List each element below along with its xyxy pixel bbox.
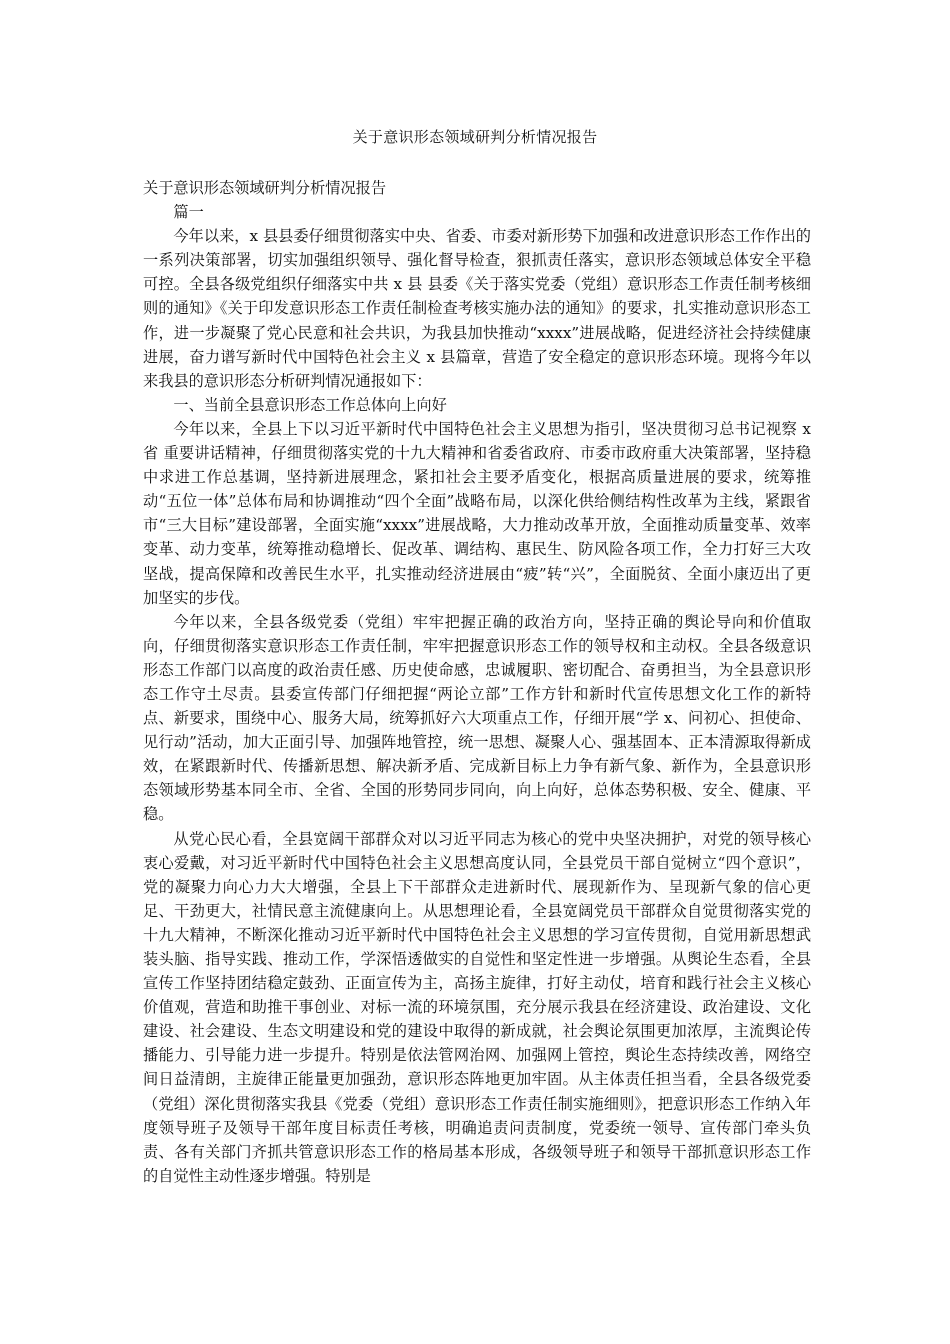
paragraph-overview: 今年以来，全县上下以习近平新时代中国特色社会主义思想为指引，坚决贯彻习总书记视察 x 省 重要讲话精神，仔细贯彻落实党的十九大精神和省委省政府、市委市政府重大决策部署，坚持稳中求进工作总基调，坚持新进展理念，紧扣社会主要矛盾变化，根据高质量进展的要求，统筹推动“五位一体”总体布局和协调推动“四个全面”战略布局，以深化供给侧结构性改革为主线，紧跟省市“三大目标”建设部署，全面实施“xxxx”进展战略，大力推动改革开放，全面推动质量变革、效率变革、动力变革，统筹推动稳增长、促改革、调结构、惠民生、防风险各项工作，全力打好三大攻坚战，提高保障和改善民生水平，扎实推动经济进展由“疲”转“兴”，全面脱贫、全面小康迈出了更加坚实的步伐。 <box>143 419 811 607</box>
document-body <box>143 176 811 1188</box>
document-title: 关于意识形态领域研判分析情况报告 <box>352 128 598 146</box>
section-heading: 一、当前全县意识形态工作总体向上向好 <box>173 395 447 414</box>
paragraph-party-committees: 今年以来，全县各级党委（党组）牢牢把握正确的政治方向，坚持正确的舆论导向和价值取向，仔细贯彻落实意识形态工作责任制，牢牢把握意识形态工作的领导权和主动权。全县各级意识形态工作部门以高度的政治责任感、历史使命感，忠诚履职、密切配合、奋勇担当，为全县意识形态工作守土尽责。县委宣传部门仔细把握“两论立部”工作方针和新时代宣传思想文化工作的新特点、新要求，围绕中心、服务大局，统筹抓好六大项重点工作，仔细开展“学 x、问初心、担使命、见行动”活动，加大正面引导、加强阵地管控，统一思想、凝聚人心、强基固本、正本清源取得新成效，在紧跟新时代、传播新思想、解决新矛盾、完成新目标上力争有新气象、新作为，全县意识形态领域形势基本同全市、全省、全国的形势同步同向，向上向好，总体态势积极、安全、健康、平稳。 <box>143 612 811 824</box>
document-subtitle: 关于意识形态领域研判分析情况报告 <box>143 179 386 197</box>
part-label: 篇一 <box>173 203 204 222</box>
paragraph-intro: 今年以来，x 县县委仔细贯彻落实中央、省委、市委对新形势下加强和改进意识形态工作作出的一系列决策部署，切实加强组织领导、强化督导检查，狠抓责任落实，意识形态领域总体安全平稳可控。全县各级党组织仔细落实中共 x 县 县委《关于落实党委（党组）意识形态工作责任制考核细则的通知》《关于印发意识形态工作责任制检查考核实施办法的通知》的要求，扎实推动意识形态工作，进一步凝聚了党心民意和社会共识，为我县加快推动“xxxx”进展战略，促进经济社会持续健康进展，奋力谱写新时代中国特色社会主义 x 县篇章，营造了安全稳定的意识形态环境。现将今年以来我县的意识形态分析研判情况通报如下： <box>143 227 811 390</box>
paragraph-public-sentiment: 从党心民心看，全县宽阔干部群众对以习近平同志为核心的党中央坚决拥护，对党的领导核心衷心爱戴，对习近平新时代中国特色社会主义思想高度认同，全县党员干部自觉树立“四个意识”，党的凝聚力向心力大大增强，全县上下干部群众走进新时代、展现新作为、呈现新气象的信心更足、干劲更大，社情民意主流健康向上。从思想理论看，全县宽阔党员干部群众自觉贯彻落实党的十九大精神，不断深化推动习近平新时代中国特色社会主义思想的学习宣传贯彻，自觉用新思想武装头脑、指导实践、推动工作，学深悟透做实的自觉性和坚定性进一步增强。从舆论生态看，全县宣传工作坚持团结稳定鼓劲、正面宣传为主，高扬主旋律，打好主动仗，培育和践行社会主义核心价值观，营造和助推干事创业、对标一流的环境氛围，充分展示我县在经济建设、政治建设、文化建设、社会建设、生态文明建设和党的建设中取得的新成就，社会舆论氛围更加浓厚，主流舆论传播能力、引导能力进一步提升。特别是依法管网治网、加强网上管控，舆论生态持续改善，网络空间日益清朗，主旋律正能量更加强劲，意识形态阵地更加牢固。从主体责任担当看，全县各级党委（党组）深化贯彻落实我县《党委（党组）意识形态工作责任制实施细则》，把意识形态工作纳入年度领导班子及领导干部年度目标责任考核，明确追责问责制度，党委统一领导、宣传部门牵头负责、各有关部门齐抓共管意识形态工作的格局基本形成，各级领导班子和领导干部抓意识形态工作的自觉性主动性逐步增强。特别是 <box>143 829 811 1185</box>
